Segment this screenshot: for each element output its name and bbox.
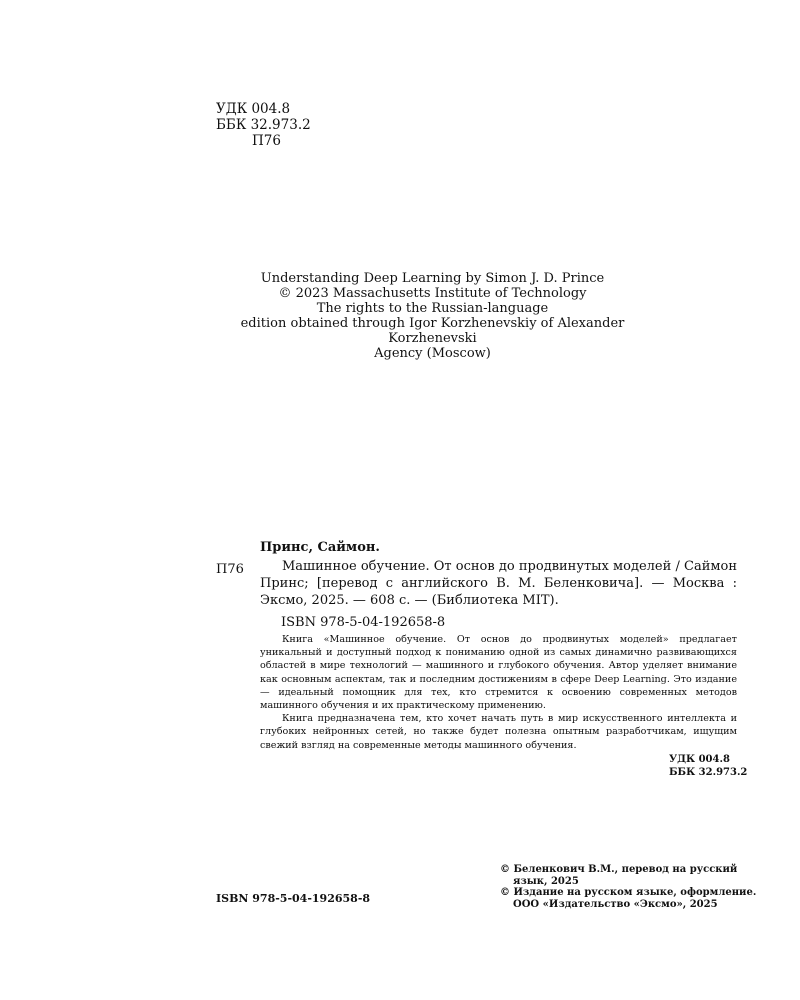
classification-codes-card	[669, 753, 747, 779]
annotation	[260, 633, 737, 752]
catalog-isbn: ISBN 978-5-04-192658-8	[281, 615, 446, 630]
author-mark: П76	[252, 133, 281, 149]
copyright-edition: © Издание на русском языке, оформление. ООО «Издательство «Эксмо», 2025	[500, 887, 757, 910]
annotation-paragraph: Книга «Машинное обучение. От основ до продвинутых моделей» предлагает уникальный и доступный подход к пониманию одной из самых динамично развивающихся областей в мире технологий — машинного и глубокого обучения. Автор уделяет внимание как основным аспектам, так и последним достижениям в сфере Deep Learning. Это издание — идеальный помощник для тех, кто стремится к освоению современных методов машинного обучения и их практическому применению.	[260, 634, 737, 712]
bibliographic-description: Машинное обучение. От основ до продвинутых моделей / Саймон Принс; [перевод с английского В. М. Беленковича]. — Москва : Эксмо, 2025. — 608 с. — (Библиотека MIT).	[260, 559, 737, 608]
bbk-code: ББК 32.973.2	[216, 117, 311, 133]
bbk-code: ББК 32.973.2	[669, 767, 748, 778]
rights-line: edition obtained through Igor Korzhenevskiy of Alexander Korzhenevski	[240, 316, 625, 346]
copyright-notices	[500, 864, 760, 910]
catalog-author-mark: П76	[216, 562, 244, 577]
footer-isbn: ISBN 978-5-04-192658-8	[216, 892, 371, 905]
classification-codes-top	[216, 101, 311, 149]
udk-code: УДК 004.8	[216, 101, 291, 117]
copyright-translation: © Беленкович В.М., перевод на русский язык, 2025	[500, 864, 738, 887]
rights-line: Agency (Moscow)	[374, 346, 491, 361]
rights-line: Understanding Deep Learning by Simon J. D. Prince	[260, 271, 605, 286]
udk-code: УДК 004.8	[669, 754, 730, 765]
rights-notice	[200, 271, 665, 361]
rights-line: © 2023 Massachusetts Institute of Technology	[278, 286, 587, 301]
rights-line: The rights to the Russian-language	[316, 301, 549, 316]
annotation-paragraph: Книга предназначена тем, кто хочет начать путь в мир искусственного интеллекта и глубоких нейронных сетей, но также будет полезна опытным разработчикам, ищущим свежий взгляд на современные методы машинного обучения.	[260, 713, 737, 751]
author-heading: Принс, Саймон.	[260, 540, 380, 555]
